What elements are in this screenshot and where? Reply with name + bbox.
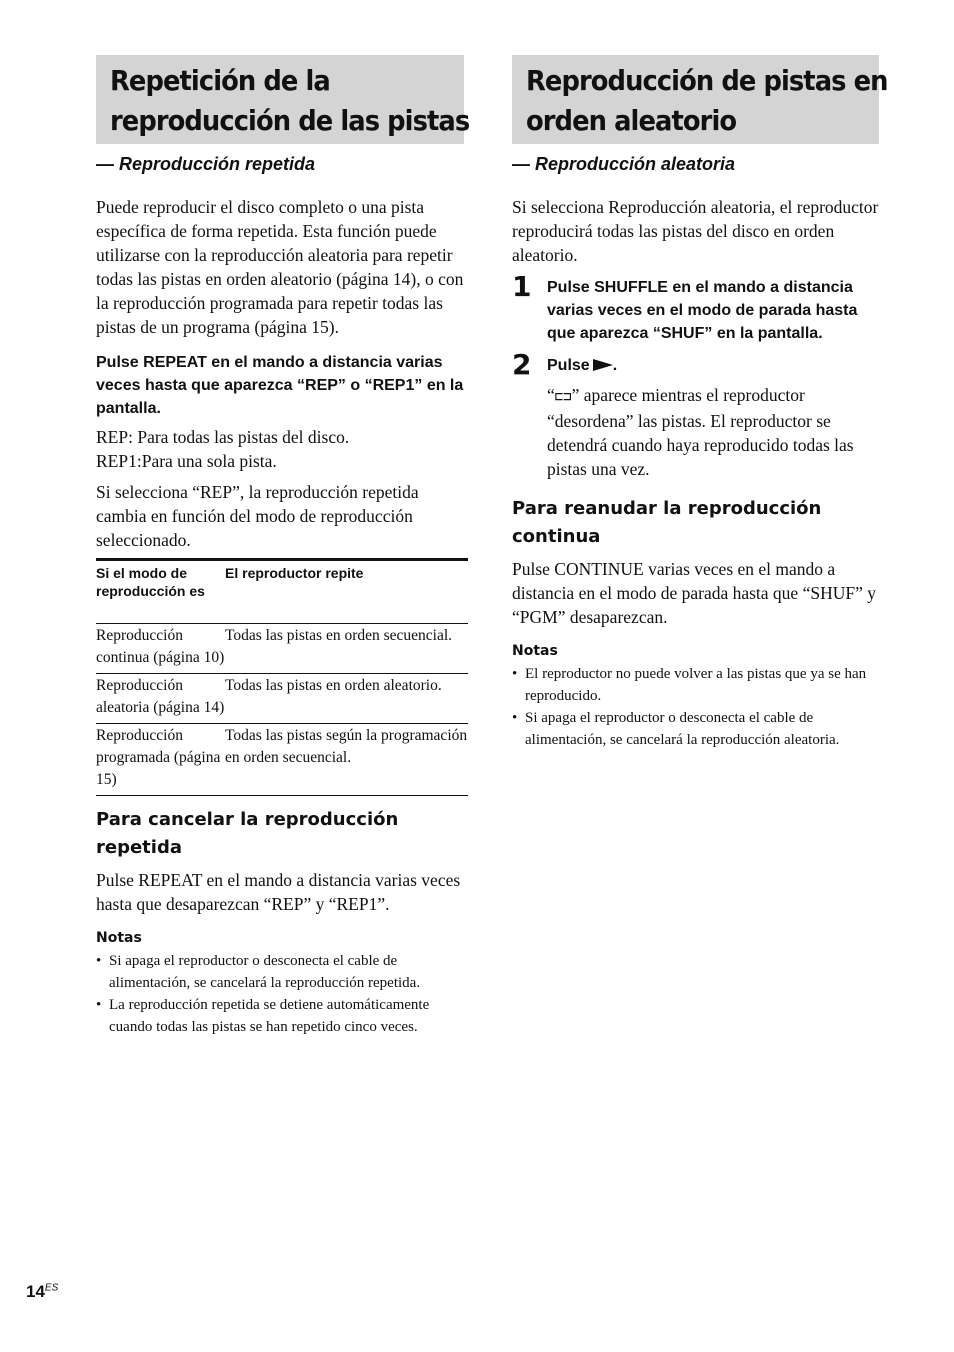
section-title-box xyxy=(512,55,888,144)
step-label: Pulse xyxy=(547,357,590,374)
after-paragraph: Si selecciona “REP”, la reproducción repetida cambia en función del modo de reproducción seleccionado. xyxy=(96,482,419,550)
table-cell: Reproducción continua (página 10) xyxy=(96,624,225,674)
notes-title: Notas xyxy=(96,930,142,946)
section-title-line-2: reproducción de las pistas xyxy=(110,104,470,137)
step-description xyxy=(547,383,882,481)
notes-list xyxy=(96,950,468,1038)
section-title-line-1: Repetición de la xyxy=(110,64,330,97)
table-row xyxy=(96,724,468,796)
section-title-box xyxy=(96,55,470,144)
section-title-line-2: orden aleatorio xyxy=(526,104,737,137)
table-cell: Reproducción aleatoria (página 14) xyxy=(96,674,225,724)
play-icon xyxy=(593,359,613,371)
section-subtitle: — Reproducción aleatoria xyxy=(512,154,736,174)
page-suffix: ES xyxy=(44,1282,59,1294)
quote-open: “ xyxy=(547,385,555,405)
section-title-line-1: Reproducción de pistas en xyxy=(526,64,888,97)
intro-paragraph: Si selecciona Reproducción aleatoria, el reproductor reproducirá todas las pistas del disco en orden aleatorio. xyxy=(512,197,879,265)
table-header: El reproductor repite xyxy=(225,560,468,624)
rep-line: REP: Para todas las pistas del disco. xyxy=(96,427,350,447)
page-number xyxy=(26,1282,58,1302)
note-item: • La reproducción repetida se detiene automáticamente cuando todas las pistas se han repetido cinco veces. xyxy=(96,994,468,1038)
table-header-row xyxy=(96,560,468,624)
step-number: 2 xyxy=(512,348,532,381)
cancel-text: Pulse REPEAT en el mando a distancia varias veces hasta que desaparezcan “REP” y “REP1”. xyxy=(96,870,461,914)
instruction: Pulse REPEAT en el mando a distancia varias veces hasta que aparezca “REP” o “REP1” en la pantalla. xyxy=(96,354,464,417)
step-number: 1 xyxy=(512,270,532,303)
cancel-heading: Para cancelar la reproducción repetida xyxy=(96,809,399,858)
table-header: Si el modo de reproducción es xyxy=(96,560,225,624)
resume-heading: Para reanudar la reproducción continua xyxy=(512,498,822,547)
note-item: • Si apaga el reproductor o desconecta el cable de alimentación, se cancelará la reproducción aleatoria. xyxy=(512,707,882,751)
intro-paragraph: Puede reproducir el disco completo o una pista específica de forma repetida. Esta función puede utilizarse con la reproducción aleatoria para repetir todas las pistas en orden aleatorio (página 14), o con la reproducción programada para repetir todas las pistas de un programa (página 15). xyxy=(96,197,464,337)
repeat-table xyxy=(96,558,468,796)
note-item: • Si apaga el reproductor o desconecta el cable de alimentación, se cancelará la reproducción repetida. xyxy=(96,950,468,994)
table-row xyxy=(96,624,468,674)
right-column xyxy=(512,55,888,751)
notes-title: Notas xyxy=(512,643,558,659)
left-column xyxy=(96,55,468,1038)
rep1-line: REP1:Para una sola pista. xyxy=(96,451,277,471)
table-cell: Reproducción programada (página 15) xyxy=(96,727,221,788)
step-description-text: ” aparece mientras el reproductor “desordena” las pistas. El reproductor se detendrá cuando haya reproducido todas las pistas una vez. xyxy=(547,385,854,479)
resume-text: Pulse CONTINUE varias veces en el mando a distancia en el modo de parada hasta que “SHUF” y “PGM” desaparezcan. xyxy=(512,559,876,627)
note-item: • El reproductor no puede volver a las pistas que ya se han reproducido. xyxy=(512,663,882,707)
step-text: Pulse . xyxy=(547,357,618,374)
table-row xyxy=(96,674,468,724)
step-text: Pulse SHUFFLE en el mando a distancia varias veces en el modo de parada hasta que aparezca “SHUF” en la pantalla. xyxy=(547,279,858,342)
notes-list xyxy=(512,663,882,751)
shuffle-indicator-icon: ⊏⊐ xyxy=(554,389,572,405)
section-subtitle: — Reproducción repetida xyxy=(96,154,316,174)
table-cell: Todas las pistas según la programación en orden secuencial. xyxy=(225,727,468,766)
step-2 xyxy=(512,348,882,481)
page-number-value: 14 xyxy=(26,1282,45,1301)
table-cell: Todas las pistas en orden secuencial. xyxy=(225,624,468,674)
table-cell: Todas las pistas en orden aleatorio. xyxy=(225,674,468,724)
step-1 xyxy=(512,270,882,345)
